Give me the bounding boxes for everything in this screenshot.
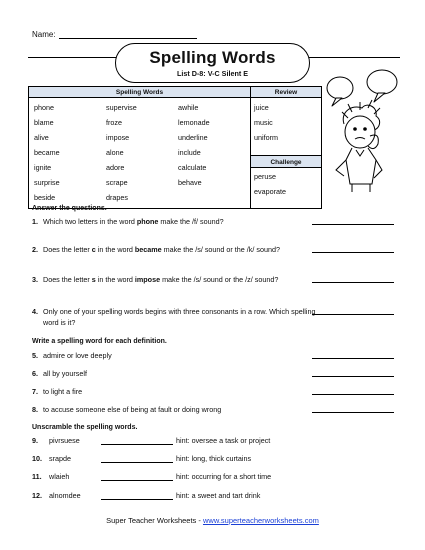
definition-7 <box>32 386 322 397</box>
question-number: 3. <box>32 275 38 284</box>
unscramble-11 <box>32 472 272 481</box>
spelling-column-1 <box>34 100 106 205</box>
answer-line-3[interactable] <box>312 282 394 283</box>
spelling-word: blame <box>34 118 54 127</box>
spelling-words-header: Spelling Words <box>29 87 251 97</box>
question-number: 9. <box>32 436 38 445</box>
question-text: Which two letters in the word <box>43 217 137 226</box>
review-header: Review <box>251 87 321 97</box>
speech-bubble-icon <box>367 70 397 94</box>
question-keyword: phone <box>136 217 159 226</box>
answer-line-8[interactable] <box>312 412 394 413</box>
question-number: 4. <box>32 307 38 316</box>
spelling-word: alone <box>106 148 124 157</box>
spelling-word: phone <box>34 103 54 112</box>
footer-link[interactable]: www.superteacherworksheets.com <box>202 516 319 525</box>
challenge-list <box>251 168 321 199</box>
spelling-word: froze <box>106 118 122 127</box>
definition-8 <box>32 404 322 415</box>
question-text: make the /s/ sound or the /z/ sound? <box>160 275 279 284</box>
definition-text: all by yourself <box>43 369 87 378</box>
spelling-words-list <box>29 98 251 208</box>
question-number: 2. <box>32 245 38 254</box>
spelling-word: became <box>34 148 60 157</box>
answer-blank[interactable] <box>101 473 173 481</box>
spelling-word: awhile <box>178 103 199 112</box>
review-word: music <box>254 118 273 127</box>
spelling-word: include <box>178 148 201 157</box>
review-list <box>251 98 321 155</box>
question-text: make the /f/ sound? <box>158 217 224 226</box>
speech-bubble-icon <box>327 77 353 99</box>
unscramble-10 <box>32 454 252 463</box>
name-field[interactable] <box>59 31 197 39</box>
answer-line-7[interactable] <box>312 394 394 395</box>
hint-text: hint: a sweet and tart drink <box>176 491 261 500</box>
section-definitions-heading: Write a spelling word for each definition. <box>32 338 167 345</box>
answer-blank[interactable] <box>101 437 173 445</box>
spelling-word: underline <box>178 133 208 142</box>
answer-line-1[interactable] <box>312 224 394 225</box>
spelling-column-3 <box>178 100 250 205</box>
section-unscramble-heading: Unscramble the spelling words. <box>32 424 138 431</box>
hint-text: hint: occurring for a short time <box>176 472 272 481</box>
answer-line-5[interactable] <box>312 358 394 359</box>
scrambled-word: alnomdee <box>49 491 81 500</box>
word-table <box>28 86 322 209</box>
question-keyword: became <box>134 245 162 254</box>
answer-blank[interactable] <box>101 492 173 500</box>
spelling-word: ignite <box>34 163 52 172</box>
name-label: Name: <box>32 30 56 39</box>
spelling-word: adore <box>106 163 125 172</box>
title-box <box>115 43 310 83</box>
question-number: 1. <box>32 217 38 226</box>
spelling-word: lemonade <box>178 118 210 127</box>
question-1 <box>32 216 322 227</box>
footer-text: Super Teacher Worksheets - <box>106 516 203 525</box>
question-number: 7. <box>32 387 38 396</box>
definition-5 <box>32 350 322 361</box>
question-number: 5. <box>32 351 38 360</box>
spelling-word: supervise <box>106 103 137 112</box>
page-title: Spelling Words <box>149 48 276 67</box>
definition-6 <box>32 368 322 379</box>
answer-line-4[interactable] <box>312 314 394 315</box>
question-text: in the word <box>95 245 135 254</box>
definition-text: to light a fire <box>43 387 83 396</box>
scrambled-word: pivrsuese <box>49 436 80 445</box>
question-text: Only one of your spelling words begins with three consonants in a row. Which spelling word is it? <box>43 307 316 327</box>
question-number: 10. <box>32 454 42 463</box>
question-text: in the word <box>95 275 135 284</box>
question-number: 8. <box>32 405 38 414</box>
spelling-word: calculate <box>178 163 207 172</box>
boy-thinking-illustration <box>322 66 404 196</box>
scrambled-word: srapde <box>49 454 71 463</box>
page-subtitle: List D-8: V-C Silent E <box>176 69 249 78</box>
review-challenge-column <box>251 98 321 208</box>
question-2 <box>32 244 322 255</box>
review-word: uniform <box>254 133 278 142</box>
definition-text: admire or love deeply <box>43 351 112 360</box>
unscramble-9 <box>32 436 271 445</box>
spelling-word: alive <box>34 133 49 142</box>
spelling-word: drapes <box>106 193 128 202</box>
hint-text: hint: oversee a task or project <box>176 436 271 445</box>
footer <box>0 516 425 525</box>
question-3 <box>32 274 322 285</box>
answer-line-6[interactable] <box>312 376 394 377</box>
challenge-word: peruse <box>254 172 276 181</box>
word-table-header <box>29 87 321 98</box>
scrambled-word: wlaieh <box>49 472 70 481</box>
name-row <box>32 30 197 39</box>
spelling-word: impose <box>106 133 130 142</box>
question-4 <box>32 306 322 328</box>
question-keyword: c <box>91 245 96 254</box>
question-text: make the /s/ sound or the /k/ sound? <box>161 245 280 254</box>
section-answer-questions-heading: Answer the questions. <box>32 205 107 212</box>
question-number: 12. <box>32 491 42 500</box>
question-keyword: impose <box>134 275 161 284</box>
definition-text: to accuse someone else of being at fault or doing wrong <box>43 405 222 414</box>
answer-blank[interactable] <box>101 455 173 463</box>
spelling-column-2 <box>106 100 178 205</box>
review-word: juice <box>254 103 269 112</box>
unscramble-12 <box>32 491 261 500</box>
spelling-word: surprise <box>34 178 60 187</box>
question-text: Does the letter <box>43 245 92 254</box>
hint-text: hint: long, thick curtains <box>176 454 252 463</box>
challenge-header: Challenge <box>251 155 321 168</box>
spelling-word: beside <box>34 193 56 202</box>
question-keyword: s <box>91 275 96 284</box>
spelling-word: behave <box>178 178 202 187</box>
question-number: 11. <box>32 472 42 481</box>
question-number: 6. <box>32 369 38 378</box>
question-text: Does the letter <box>43 275 92 284</box>
challenge-word: evaporate <box>254 187 286 196</box>
answer-line-2[interactable] <box>312 252 394 253</box>
spelling-word: scrape <box>106 178 128 187</box>
